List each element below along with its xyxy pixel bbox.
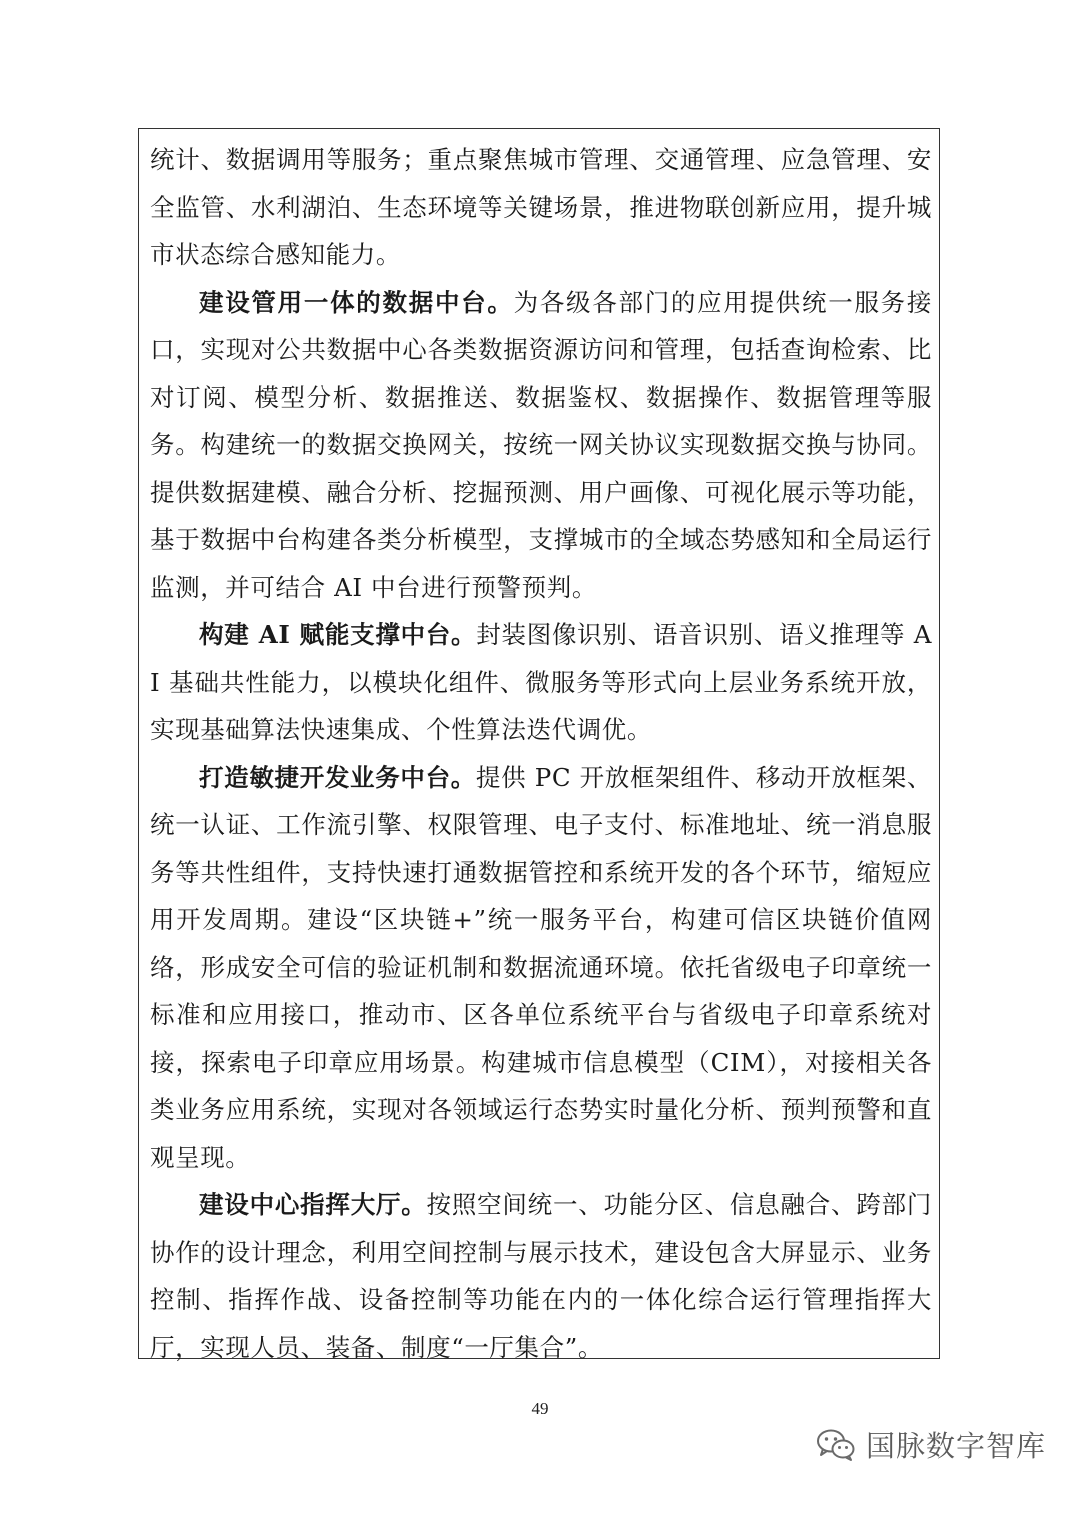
page-number: 49	[531, 1399, 549, 1418]
paragraph-body: 提供 PC 开放框架组件、移动开放框架、统一认证、工作流引擎、权限管理、电子支付、标准地址、统一消息服务等共性组件，支持快速打通数据管控和系统开发的各个环节，缩短应用开发周期。建设“区块链+”统一服务平台，构建可信区块链价值网络，形成安全可信的验证机制和数据流通环境。依托省级电子印章统一标准和应用接口，推动市、区各单位系统平台与省级电子印章系统对接，探索电子印章应用场景。构建城市信息模型（CIM），对接相关各类业务应用系统，实现对各领域运行态势实时量化分析、预判预警和直观呈现。	[150, 762, 932, 1172]
paragraph-continued	[150, 136, 932, 279]
paragraph-data-platform	[150, 279, 932, 612]
paragraph-heading: 构建 AI 赋能支撑中台。	[199, 620, 477, 649]
paragraph-body: 统计、数据调用等服务；重点聚焦城市管理、交通管理、应急管理、安全监管、水利湖泊、生态环境等关键场景，推进物联创新应用，提升城市状态综合感知能力。	[150, 145, 932, 269]
watermark	[816, 1424, 1046, 1465]
paragraph-business-platform	[150, 754, 932, 1182]
paragraph-heading: 建设管用一体的数据中台。	[199, 287, 514, 317]
paragraph-command-hall	[150, 1181, 932, 1371]
document-body	[150, 136, 932, 1371]
watermark-text: 国脉数字智库	[865, 1429, 1046, 1463]
paragraph-body: 封装图像识别、语音识别、语义推理等 AI 基础共性能力，以模块化组件、微服务等形式向上层业务系统开放，实现基础算法快速集成、个性算法迭代调优。	[150, 620, 932, 744]
wechat-icon	[816, 1428, 856, 1462]
paragraph-ai-platform	[150, 611, 932, 754]
paragraph-body: 按照空间统一、功能分区、信息融合、跨部门协作的设计理念，利用空间控制与展示技术，建设包含大屏显示、业务控制、指挥作战、设备控制等功能在内的一体化综合运行管理指挥大厅，实现人员、装备、制度“一厅集合”。	[150, 1190, 933, 1362]
paragraph-heading: 建设中心指挥大厅。	[199, 1190, 427, 1219]
paragraph-body: 为各级各部门的应用提供统一服务接口，实现对公共数据中心各类数据资源访问和管理，包括查询检索、比对订阅、模型分析、数据推送、数据鉴权、数据操作、数据管理等服务。构建统一的数据交换网关，按统一网关协议实现数据交换与协同。提供数据建模、融合分析、挖掘预测、用户画像、可视化展示等功能，基于数据中台构建各类分析模型，支撑城市的全域态势感知和全局运行监测，并可结合 AI 中台进行预警预判。	[150, 287, 932, 602]
paragraph-heading: 打造敏捷开发业务中台。	[199, 762, 476, 792]
